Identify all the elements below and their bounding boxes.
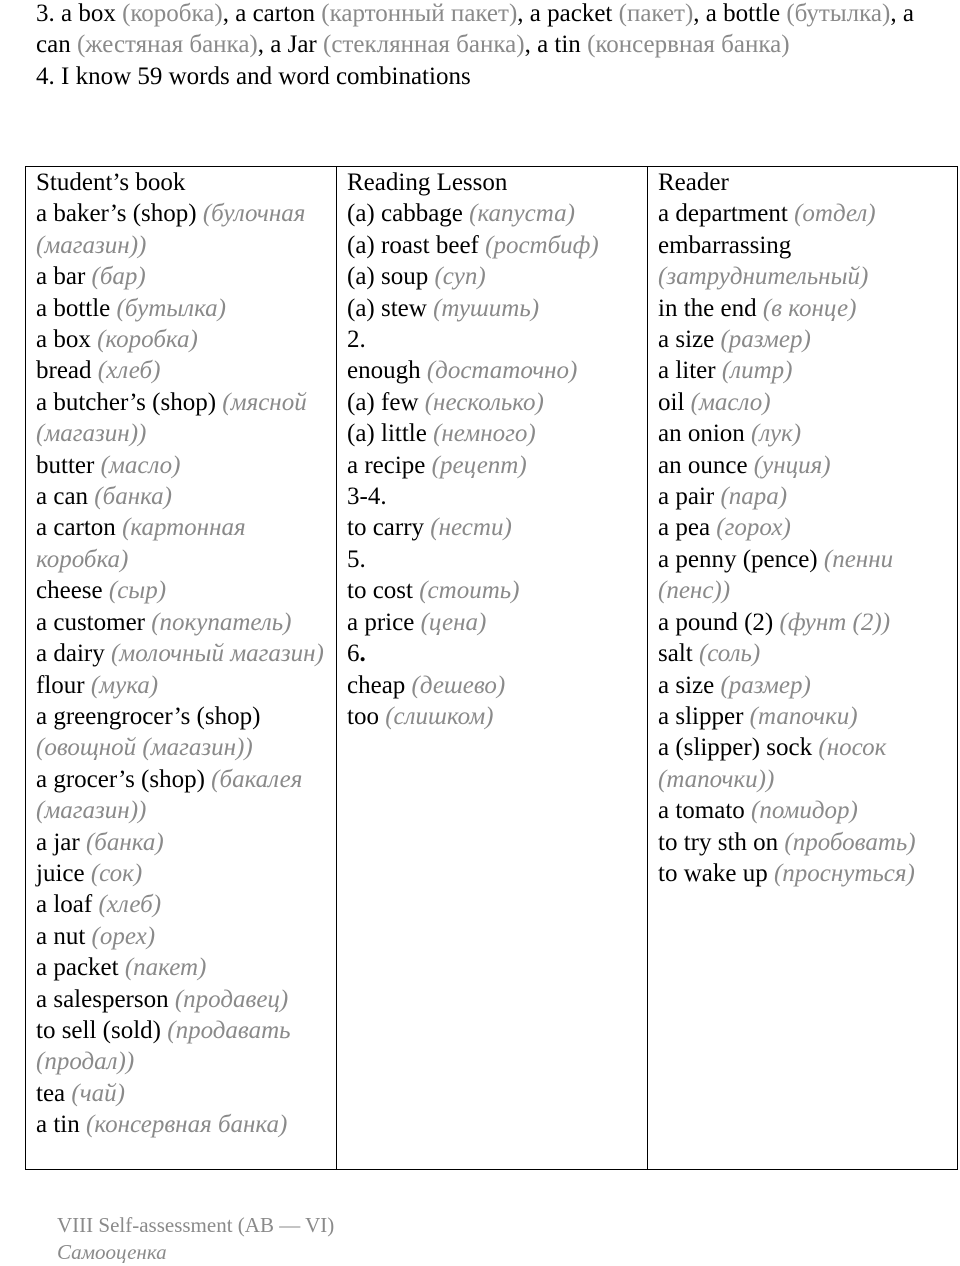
- answer-translation: (бутылка): [786, 0, 891, 27]
- answer-translation: (стеклянная банка): [323, 31, 525, 59]
- section-number-text: 5.: [347, 545, 366, 573]
- vocab-translation: (размер): [720, 326, 811, 354]
- section-number: [347, 638, 639, 669]
- vocab-entry: [347, 512, 639, 543]
- vocab-translation: (овощной (магазин)): [36, 734, 253, 762]
- vocab-word: a pair: [658, 483, 715, 511]
- section-number: [347, 481, 639, 512]
- separator: ,: [517, 0, 530, 27]
- vocab-word: too: [347, 702, 379, 730]
- answer-word: a tin: [537, 31, 581, 59]
- vocab-translation: (проснуться): [773, 859, 915, 887]
- vocab-translation: (масло): [100, 451, 181, 479]
- vocab-translation: (булочная (магазин)): [36, 200, 306, 259]
- vocab-entry: [347, 607, 639, 638]
- vocab-translation: (сыр): [108, 577, 167, 605]
- vocab-translation: (пробовать): [784, 828, 916, 856]
- vocab-translation: (продавать (продал)): [36, 1016, 291, 1076]
- vocab-entry: [658, 387, 949, 418]
- vocab-entry: [347, 670, 639, 701]
- vocab-translation: (соль): [698, 640, 761, 668]
- vocab-entry: [36, 450, 328, 481]
- vocab-entry: [36, 261, 328, 292]
- vocab-word: a size: [658, 671, 715, 699]
- vocab-word: in the end: [658, 294, 757, 322]
- footer-title: VIII Self-assessment (AB — VI): [57, 1213, 335, 1237]
- vocab-entry: [658, 355, 949, 386]
- vocab-translation: (фунт (2)): [779, 608, 891, 636]
- column-title: Reading Lesson: [347, 169, 508, 196]
- vocab-word: a size: [658, 326, 715, 354]
- separator: ,: [222, 0, 236, 27]
- vocab-translation: (хлеб): [97, 357, 161, 385]
- vocab-translation: (тапочки): [749, 702, 858, 730]
- vocab-word: a jar: [36, 828, 80, 856]
- vocab-translation: (консервная банка): [86, 1111, 288, 1139]
- vocab-entry: [36, 858, 328, 889]
- vocab-entry: [658, 670, 949, 701]
- answer-word: a packet: [529, 0, 613, 27]
- vocab-word: a slipper: [658, 702, 744, 730]
- vocab-word: a baker’s (shop): [36, 200, 197, 228]
- vocab-word: cheap: [347, 671, 406, 699]
- section-number: [347, 324, 639, 355]
- vocab-entry: [36, 889, 328, 920]
- vocab-translation: (тушить): [433, 294, 540, 322]
- vocab-translation: (литр): [721, 357, 793, 385]
- vocab-entry: [347, 230, 639, 261]
- vocab-entry: [658, 795, 949, 826]
- vocab-entry: [36, 764, 328, 827]
- footer-subtitle: Самооценка: [57, 1240, 167, 1264]
- vocab-entry: [347, 261, 639, 292]
- vocab-entry: [347, 198, 639, 229]
- vocab-word: a can: [36, 483, 89, 511]
- vocab-word: oil: [658, 388, 685, 416]
- vocab-translation: (сок): [90, 859, 143, 887]
- vocab-word: bread: [36, 357, 92, 385]
- vocab-word: embarrassing: [658, 231, 792, 259]
- vocab-word: to sell (sold): [36, 1016, 161, 1044]
- vocab-word: a butcher’s (shop): [36, 388, 217, 416]
- vocab-word: a tin: [36, 1111, 80, 1139]
- vocab-translation: (орех): [91, 922, 156, 950]
- vocab-translation: (пара): [720, 483, 788, 511]
- vocab-entry: [36, 1109, 328, 1140]
- vocab-entry: [36, 670, 328, 701]
- vocab-translation: (капуста): [469, 200, 575, 228]
- vocab-word: a department: [658, 200, 788, 228]
- vocab-entry: [36, 1015, 328, 1078]
- vocab-word: a loaf: [36, 891, 93, 919]
- vocab-entry: [658, 607, 949, 638]
- vocab-translation: (рецепт): [431, 451, 527, 479]
- vocab-entry: [658, 544, 949, 607]
- column-reader: [648, 167, 958, 1170]
- answer-translation: (пакет): [618, 0, 694, 27]
- column-students-book: [26, 167, 337, 1170]
- vocab-entry: [36, 952, 328, 983]
- line-number: 3.: [36, 0, 61, 27]
- vocab-translation: (ростбиф): [485, 231, 599, 259]
- vocab-translation: (цена): [420, 608, 487, 636]
- vocab-entry: [658, 198, 949, 229]
- vocab-translation: (немного): [433, 420, 536, 448]
- vocab-entry: [658, 858, 949, 889]
- vocab-word: a box: [36, 326, 91, 354]
- vocab-translation: (картонная коробка): [36, 514, 246, 573]
- separator: ,: [257, 31, 271, 59]
- vocab-entry: [658, 450, 949, 481]
- column-title: Reader: [658, 169, 729, 196]
- vocab-entry: [36, 1078, 328, 1109]
- answer-word: a bottle: [705, 0, 781, 27]
- vocab-word: juice: [36, 859, 85, 887]
- section-number-dot: .: [359, 640, 366, 668]
- vocab-word: a pound (2): [658, 608, 774, 636]
- vocab-word: an onion: [658, 420, 745, 448]
- vocab-entry: [36, 638, 328, 669]
- vocab-entry: [658, 324, 949, 355]
- vocab-word: (a) cabbage: [347, 200, 463, 228]
- vocab-entry: [36, 355, 328, 386]
- vocab-entry: [658, 732, 949, 795]
- vocab-translation: (пенни (пенс)): [658, 545, 894, 605]
- vocabulary-table-row: [26, 167, 958, 1170]
- vocab-translation: (масло): [690, 388, 771, 416]
- vocab-entry: [658, 230, 949, 293]
- vocab-translation: (отдел): [794, 200, 876, 228]
- vocab-entry: [658, 638, 949, 669]
- vocab-translation: (в конце): [762, 294, 857, 322]
- answer-translation: (жестяная банка): [76, 31, 258, 59]
- vocab-translation: (затруднительный): [658, 263, 869, 291]
- vocab-entry: [36, 701, 328, 764]
- vocab-translation: (пакет): [124, 954, 207, 982]
- vocab-entry: [36, 921, 328, 952]
- vocab-word: flour: [36, 671, 85, 699]
- intro-block: [36, 0, 936, 92]
- vocab-word: to carry: [347, 514, 425, 542]
- vocab-word: (a) soup: [347, 263, 429, 291]
- vocab-word: a salesperson: [36, 985, 169, 1013]
- vocab-entry: [347, 575, 639, 606]
- section-number-text: 2.: [347, 326, 366, 354]
- answer-line-4: 4. I know 59 words and word combinations: [36, 62, 471, 90]
- vocab-word: (a) few: [347, 388, 419, 416]
- vocab-entry: [36, 293, 328, 324]
- vocab-word: a tomato: [658, 797, 745, 825]
- vocab-translation: (банка): [85, 828, 164, 856]
- vocab-word: a price: [347, 608, 415, 636]
- vocab-word: a greengrocer’s (shop): [36, 702, 261, 730]
- vocab-translation: (дешево): [411, 671, 506, 699]
- vocab-entry: [658, 701, 949, 732]
- vocab-word: a bottle: [36, 294, 111, 322]
- vocab-translation: носок (тапочки)): [658, 734, 887, 793]
- vocab-word: tea: [36, 1079, 66, 1107]
- vocab-entry: [36, 198, 328, 261]
- vocab-word: a recipe: [347, 451, 426, 479]
- vocab-entry: [658, 512, 949, 543]
- vocab-translation: (молочный магазин): [110, 640, 324, 668]
- vocabulary-table: [25, 166, 958, 1170]
- vocab-word: salt: [658, 640, 693, 668]
- vocab-translation: (чай): [71, 1079, 125, 1107]
- vocab-entry: [347, 450, 639, 481]
- vocab-entry: [36, 324, 328, 355]
- vocab-word: (a) roast beef: [347, 231, 479, 259]
- section-number-text: 3-4.: [347, 483, 387, 511]
- vocab-translation: (размер): [720, 671, 811, 699]
- answer-word: a carton: [235, 0, 316, 27]
- vocab-translation: (бар): [91, 263, 146, 291]
- section-number: [347, 544, 639, 575]
- answer-translation: (консервная банка): [587, 31, 790, 59]
- vocab-translation: (слишком): [385, 702, 494, 730]
- vocab-translation: (унция): [753, 451, 831, 479]
- vocab-entry: [36, 387, 328, 450]
- vocab-word: a customer: [36, 608, 145, 636]
- vocab-word: a packet: [36, 954, 119, 982]
- vocab-translation: (продавец): [174, 985, 289, 1013]
- vocab-entry: [658, 827, 949, 858]
- vocab-entry: [347, 355, 639, 386]
- vocab-entry: [347, 293, 639, 324]
- vocab-entry: [36, 607, 328, 638]
- answer-translation: (коробка): [122, 0, 223, 27]
- vocab-entry: [347, 387, 639, 418]
- vocab-entry: [347, 701, 639, 732]
- vocab-word: a nut: [36, 922, 86, 950]
- vocab-entry: [347, 418, 639, 449]
- answer-translation: (картонный пакет): [321, 0, 518, 27]
- vocab-translation: (несколько): [424, 388, 544, 416]
- vocab-word: a pea: [658, 514, 711, 542]
- vocab-translation: (хлеб): [98, 891, 162, 919]
- vocab-entry: [36, 512, 328, 575]
- vocab-word: a carton: [36, 514, 116, 542]
- vocab-translation: (лук): [751, 420, 802, 448]
- vocab-translation: (бутылка): [116, 294, 226, 322]
- column-reading-lesson: [337, 167, 648, 1170]
- vocab-entry: [658, 293, 949, 324]
- vocab-word: (a) stew: [347, 294, 427, 322]
- column-title: Student’s book: [36, 169, 186, 196]
- separator: ,: [890, 0, 903, 27]
- vocab-translation: (мука): [90, 671, 159, 699]
- vocab-translation: (помидор): [751, 797, 858, 825]
- vocab-translation: (банка): [94, 483, 172, 511]
- answer-line-3: [36, 0, 936, 61]
- vocab-entry: [36, 481, 328, 512]
- vocab-word: a penny (pence): [658, 545, 818, 573]
- vocab-translation: (стоить): [419, 577, 520, 605]
- vocab-entry: [36, 984, 328, 1015]
- vocab-word: (a) little: [347, 420, 427, 448]
- vocab-translation: (суп): [434, 263, 486, 291]
- separator: ,: [524, 31, 538, 59]
- vocab-word: to try sth on: [658, 828, 779, 856]
- vocab-translation: (горох): [716, 514, 791, 542]
- vocab-word: to cost: [347, 577, 413, 605]
- vocab-translation: (покупатель): [151, 608, 292, 636]
- answer-word: a box: [61, 0, 116, 27]
- vocab-word: to wake up: [658, 859, 768, 887]
- vocab-entry: [658, 481, 949, 512]
- vocab-word: cheese: [36, 577, 103, 605]
- vocab-translation: (достаточно): [426, 357, 578, 385]
- vocab-open-paren: (: [818, 734, 827, 762]
- vocab-translation: (бакалея (магазин)): [36, 765, 303, 825]
- vocab-word: a bar: [36, 263, 86, 291]
- vocab-word: butter: [36, 451, 95, 479]
- section-number-text: 6: [347, 640, 360, 668]
- vocab-entry: [36, 575, 328, 606]
- vocab-word: a grocer’s (shop): [36, 765, 205, 793]
- separator: ,: [693, 0, 706, 27]
- vocab-entry: [36, 827, 328, 858]
- vocab-word: an ounce: [658, 451, 748, 479]
- vocab-word: a liter: [658, 357, 716, 385]
- vocab-translation: (коробка): [97, 326, 198, 354]
- answer-word: a Jar: [270, 31, 317, 59]
- vocab-word: a (slipper) sock: [658, 734, 813, 762]
- vocab-word: enough: [347, 357, 421, 385]
- page-footer: [57, 1212, 334, 1266]
- answer-word: a can: [36, 0, 914, 59]
- vocab-translation: (мясной (магазин)): [36, 388, 307, 448]
- vocab-word: a dairy: [36, 640, 105, 668]
- vocab-entry: [658, 418, 949, 449]
- vocab-translation: (нести): [430, 514, 512, 542]
